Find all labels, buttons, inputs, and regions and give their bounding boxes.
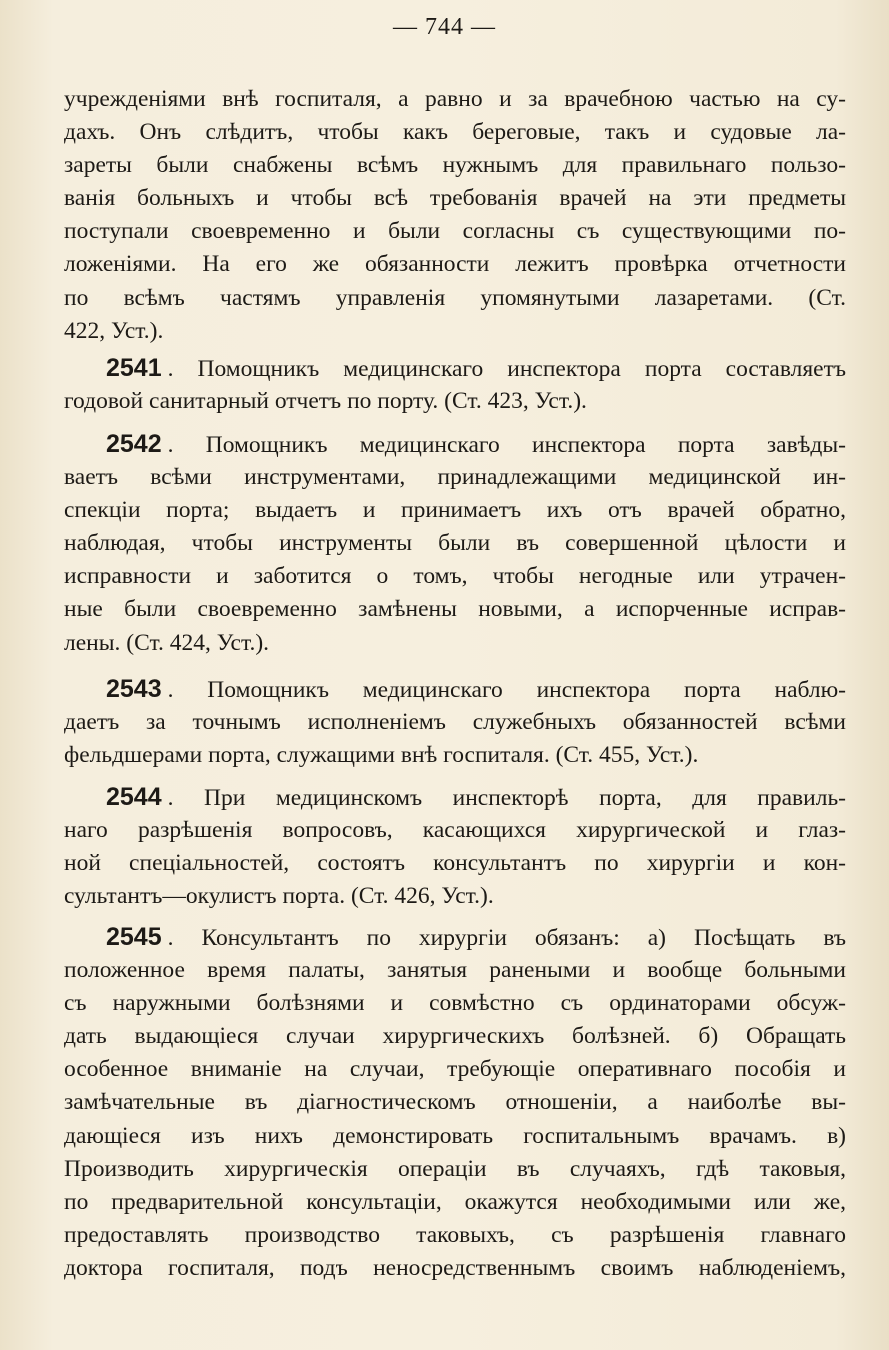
text-line: спекціи порта; выдаетъ и принимаетъ ихъ отъ врачей обратно, [64,497,846,524]
text-line: особенное вниманіе на случаи, требующіе оперативнаго пособія и [64,1056,846,1083]
text-line: зареты были снабжены всѣмъ нужнымъ для правильнаго пользо- [64,152,846,179]
text-line: ные были своевременно замѣнены новыми, а испорченные исправ- [64,596,846,623]
article-text: . Консультантъ по хирургіи обязанъ: а) Посѣщать въ [167,925,846,951]
article-number: 2543 [106,675,162,703]
article-number: 2542 [106,430,162,458]
text-line: 422, Уст.). [64,317,164,344]
text-line: сультантъ—окулистъ порта. (Ст. 426, Уст.). [64,883,494,910]
article-number: 2545 [106,923,162,951]
text-line: наго разрѣшенія вопросовъ, касающихся хирургической и глаз- [64,817,846,844]
article-2543 [64,673,846,772]
text-line: лены. (Ст. 424, Уст.). [64,629,270,656]
article-2545 [64,921,846,1285]
intro-paragraph [64,83,846,348]
article-first-line [64,428,846,461]
article-first-line [64,352,846,385]
text-line: дающіеся изъ нихъ демонстировать госпитальнымъ врачамъ. в) [64,1122,846,1149]
text-line: исправности и заботится о томъ, чтобы негодные или утрачен- [64,563,846,590]
text-line: дахъ. Онъ слѣдитъ, чтобы какъ береговые, такъ и судовые ла- [64,119,846,146]
text-line: учрежденіями внѣ госпиталя, а равно и за врачебною частью на су- [64,86,846,112]
article-first-line [64,781,846,814]
text-line: ваетъ всѣми инструментами, принадлежащими медицинской ин- [64,464,846,491]
article-first-line [64,673,846,706]
text-line: фельдшерами порта, служащими внѣ госпиталя. (Ст. 455, Уст.). [64,742,699,769]
article-text: . Помощникъ медицинскаго инспектора порта составляетъ [167,356,846,382]
text-line: Производить хирургическія операціи въ случаяхъ, гдѣ таковыя, [64,1155,846,1182]
text-line: годовой санитарный отчетъ по порту. (Ст. 423, Уст.). [64,388,587,415]
article-text: . При медицинскомъ инспекторѣ порта, для правиль- [167,785,846,811]
text-line: по предварительной консультаціи, окажутся необходимыми или же, [64,1188,846,1215]
text-line: по всѣмъ частямъ управленія упомянутыми лазаретами. (Ст. [64,284,846,311]
article-first-line [64,921,846,954]
text-line: положенное время палаты, занятыя ранеными и вообще больными [64,957,846,984]
text-line: доктора госпиталя, подъ неносредственнымъ своимъ наблюденіемъ, [64,1254,846,1281]
article-number: 2544 [106,783,162,811]
article-number: 2541 [106,354,162,382]
text-line: поступали своевременно и были согласны съ существующими по- [64,218,846,245]
text-line: наблюдая, чтобы инструменты были въ совершенной цѣлости и [64,530,846,557]
article-2544 [64,781,846,913]
text-line: даетъ за точнымъ исполненіемъ служебныхъ обязанностей всѣми [64,709,846,736]
text-line: предоставлять производство таковыхъ, съ разрѣшенія главнаго [64,1221,846,1248]
text-line: съ наружными болѣзнями и совмѣстно съ ординаторами обсуж- [64,990,846,1017]
text-line: дать выдающіеся случаи хирургическихъ болѣзней. б) Обращать [64,1023,846,1050]
article-2542 [64,428,846,660]
text-line: ложеніями. На его же обязанности лежитъ провѣрка отчетности [64,251,846,278]
article-text: . Помощникъ медицинскаго инспектора порта наблю- [167,677,846,703]
page-number: — 744 — [393,14,496,40]
text-line: ной спеціальностей, состоятъ консультантъ по хирургіи и кон- [64,850,846,877]
article-text: . Помощникъ медицинскаго инспектора порта завѣды- [167,432,846,458]
text-line: ванія больныхъ и чтобы всѣ требованія врачей на эти предметы [64,185,846,212]
article-2541 [64,352,846,418]
text-line: замѣчательные въ діагностическомъ отношеніи, а наиболѣе вы- [64,1089,846,1116]
